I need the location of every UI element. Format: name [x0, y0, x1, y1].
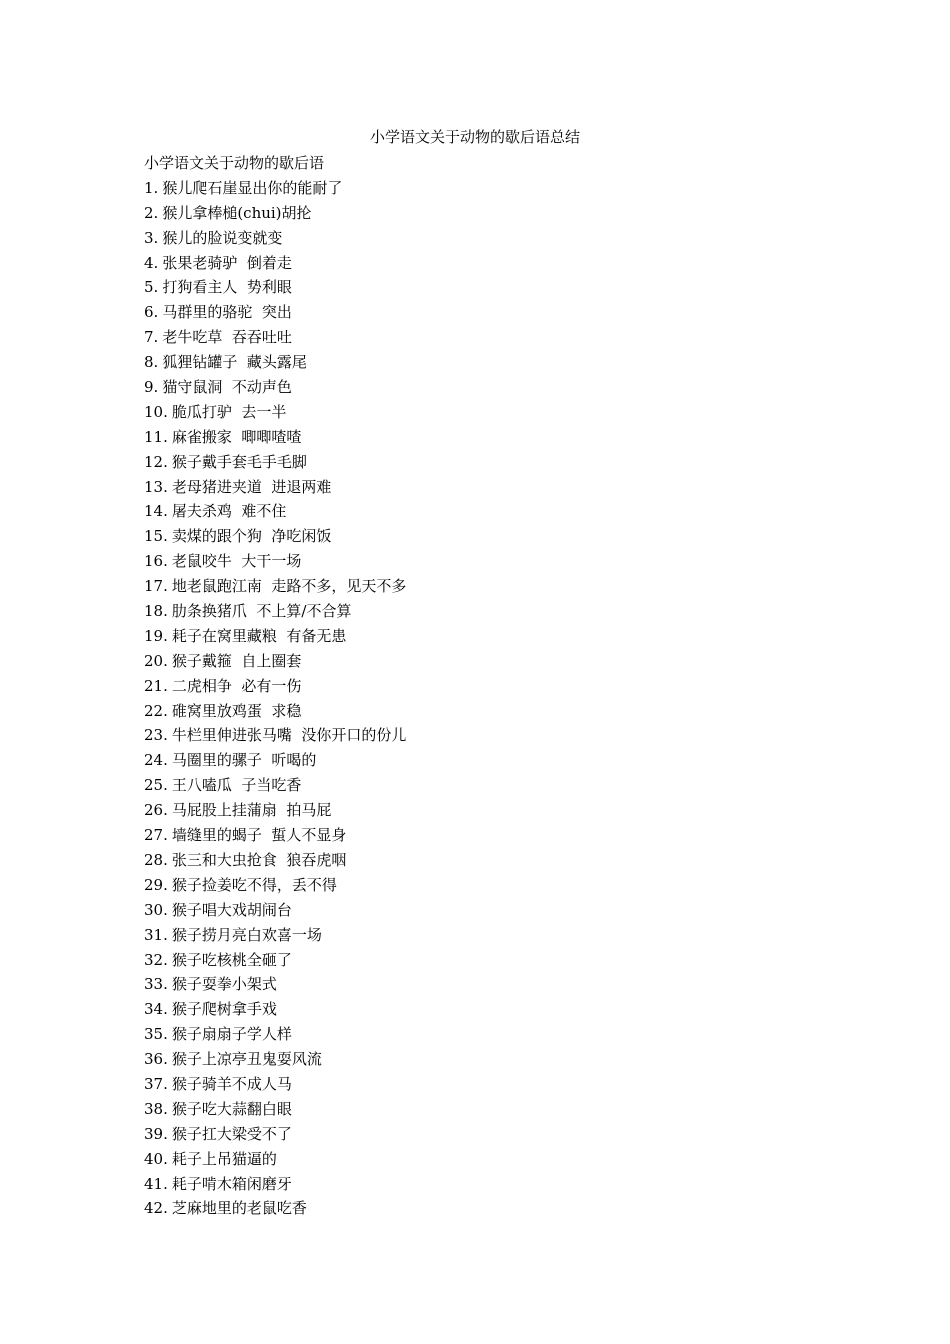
list-item: [144, 624, 844, 649]
list-item-text: 地老鼠跑江南 走路不多，见天不多: [171, 577, 407, 596]
list-item-number: 24.: [144, 751, 168, 770]
list-item: [144, 773, 844, 798]
list-item: [144, 475, 844, 500]
list-item-text: 麻雀搬家 唧唧喳喳: [171, 427, 302, 446]
list-item: [144, 425, 844, 450]
list-item-text: 屠夫杀鸡 难不住: [171, 502, 287, 521]
list-item-text: 猴子捡姜吃不得，丢不得: [171, 875, 337, 894]
list-item: [144, 674, 844, 699]
list-item-text: 猴子骑羊不成人马: [171, 1074, 292, 1093]
list-item-text: 二虎相争 必有一伤: [171, 676, 302, 695]
list-item-number: 1.: [144, 178, 159, 197]
list-item-text: 马屁股上挂蒲扇 拍马屁: [171, 801, 332, 820]
list-item-number: 14.: [144, 502, 168, 521]
list-item-number: 4.: [144, 253, 159, 272]
list-item: [144, 972, 844, 997]
list-item-number: 8.: [144, 353, 159, 372]
list-item: [144, 350, 844, 375]
list-item-text: 老鼠咬牛 大干一场: [171, 552, 302, 571]
list-item: [144, 1047, 844, 1072]
list-item-number: 42.: [144, 1199, 168, 1218]
list-item-number: 41.: [144, 1174, 168, 1193]
list-item-text: 猴儿爬石崖显出你的能耐了: [162, 178, 343, 197]
list-item-number: 30.: [144, 900, 168, 919]
list-item-number: 39.: [144, 1124, 168, 1143]
list-item: [144, 450, 844, 475]
list-item-number: 13.: [144, 477, 168, 496]
list-item-number: 34.: [144, 1000, 168, 1019]
list-item-number: 25.: [144, 776, 168, 795]
list-item-number: 19.: [144, 626, 168, 645]
list-item-number: 16.: [144, 552, 168, 571]
list-item: [144, 251, 844, 276]
list-item: [144, 1196, 844, 1221]
list-item: [144, 748, 844, 773]
list-item-number: 36.: [144, 1050, 168, 1069]
list-item: [144, 574, 844, 599]
list-item-number: 23.: [144, 726, 168, 745]
document-body: [144, 151, 844, 1221]
list-item-text: 猴子吃大蒜翻白眼: [171, 1099, 292, 1118]
list-item-number: 20.: [144, 651, 168, 670]
list-item-number: 22.: [144, 701, 168, 720]
list-item-number: 28.: [144, 850, 168, 869]
list-item: [144, 1072, 844, 1097]
list-item-text: 打狗看主人 势利眼: [162, 278, 292, 297]
list-item: [144, 1022, 844, 1047]
list-item-number: 7.: [144, 328, 159, 347]
list-item-text: 猴子捞月亮白欢喜一场: [171, 925, 322, 944]
document-title: 小学语文关于动物的歇后语总结: [369, 128, 580, 146]
list-item: [144, 823, 844, 848]
list-item-number: 18.: [144, 602, 168, 621]
list-item-text: 马圈里的骡子 听喝的: [171, 751, 317, 770]
list-item-text: 猴子扛大梁受不了: [171, 1124, 292, 1143]
list-item: [144, 1122, 844, 1147]
list-item-number: 31.: [144, 925, 168, 944]
list-item-text: 耗子啃木箱闲磨牙: [171, 1174, 292, 1193]
list-item-number: 11.: [144, 427, 168, 446]
list-item-text: 猫守鼠洞 不动声色: [162, 378, 292, 397]
list-item: [144, 997, 844, 1022]
list-item: [144, 848, 844, 873]
list-item-text: 张三和大虫抢食 狼吞虎咽: [171, 850, 347, 869]
list-item-number: 10.: [144, 402, 168, 421]
list-item-text: 耗子上吊猫逼的: [171, 1149, 277, 1168]
list-item-number: 15.: [144, 527, 168, 546]
list-item: [144, 375, 844, 400]
list-item-text: 墙缝里的蝎子 蜇人不显身: [171, 826, 347, 845]
list-item-number: 21.: [144, 676, 168, 695]
list-item-text: 猴子唱大戏胡闹台: [171, 900, 292, 919]
proverb-list: [144, 176, 844, 1221]
list-item: [144, 275, 844, 300]
list-item: [144, 649, 844, 674]
list-item-number: 29.: [144, 875, 168, 894]
list-item-number: 35.: [144, 1025, 168, 1044]
list-item: [144, 948, 844, 973]
list-item-text: 猴子爬树拿手戏: [171, 1000, 277, 1019]
list-item-text: 脆瓜打驴 去一半: [171, 402, 287, 421]
list-item-number: 32.: [144, 950, 168, 969]
list-item-number: 2.: [144, 203, 159, 222]
list-item: [144, 923, 844, 948]
list-item: [144, 400, 844, 425]
list-item-text: 牛栏里伸进张马嘴 没你开口的份儿: [171, 726, 407, 745]
list-item-text: 老母猪进夹道 进退两难: [171, 477, 332, 496]
list-item: [144, 873, 844, 898]
list-item-number: 33.: [144, 975, 168, 994]
list-item: [144, 176, 844, 201]
list-item-number: 3.: [144, 228, 159, 247]
list-item-text: 猴子上凉亭丑鬼耍风流: [171, 1050, 322, 1069]
list-item-text: 张果老骑驴 倒着走: [162, 253, 292, 272]
list-item: [144, 226, 844, 251]
list-item: [144, 325, 844, 350]
list-item: [144, 599, 844, 624]
list-item-text: 卖煤的跟个狗 净吃闲饭: [171, 527, 332, 546]
list-item: [144, 201, 844, 226]
list-item-text: 猴儿的脸说变就变: [162, 228, 283, 247]
list-item: [144, 300, 844, 325]
list-item: [144, 798, 844, 823]
list-item-text: 马群里的骆驼 突出: [162, 303, 292, 322]
list-item-text: 猴子耍拳小架式: [171, 975, 277, 994]
list-item-text: 猴子扇扇子学人样: [171, 1025, 292, 1044]
list-item-number: 38.: [144, 1099, 168, 1118]
list-item-text: 碓窝里放鸡蛋 求稳: [171, 701, 302, 720]
list-item-text: 狐狸钻罐子 藏头露尾: [162, 353, 307, 372]
list-item: [144, 549, 844, 574]
list-item-number: 40.: [144, 1149, 168, 1168]
list-item-number: 5.: [144, 278, 159, 297]
list-item-text: 芝麻地里的老鼠吃香: [171, 1199, 307, 1218]
list-item: [144, 723, 844, 748]
list-item-number: 37.: [144, 1074, 168, 1093]
list-item: [144, 499, 844, 524]
list-item-text: 猴子吃核桃全砸了: [171, 950, 292, 969]
list-item: [144, 1172, 844, 1197]
list-item-text: 猴子戴箍 自上圈套: [171, 651, 302, 670]
list-item-number: 12.: [144, 452, 168, 471]
list-item-text: 老牛吃草 吞吞吐吐: [162, 328, 292, 347]
list-item: [144, 898, 844, 923]
list-item-text: 王八嗑瓜 子当吃香: [171, 776, 302, 795]
list-item-number: 26.: [144, 801, 168, 820]
list-item-text: 猴儿拿棒槌(chui)胡抡: [162, 203, 312, 222]
list-item-text: 猴子戴手套毛手毛脚: [171, 452, 307, 471]
list-item: [144, 699, 844, 724]
list-item-number: 27.: [144, 826, 168, 845]
list-item-text: 耗子在窝里藏粮 有备无患: [171, 626, 347, 645]
list-item: [144, 524, 844, 549]
list-item-number: 6.: [144, 303, 159, 322]
list-item-text: 肋条换猪爪 不上算/不合算: [171, 602, 352, 621]
list-item-number: 17.: [144, 577, 168, 596]
document-subtitle: 小学语文关于动物的歇后语: [144, 154, 325, 172]
list-item-number: 9.: [144, 378, 159, 397]
list-item: [144, 1147, 844, 1172]
list-item: [144, 1097, 844, 1122]
